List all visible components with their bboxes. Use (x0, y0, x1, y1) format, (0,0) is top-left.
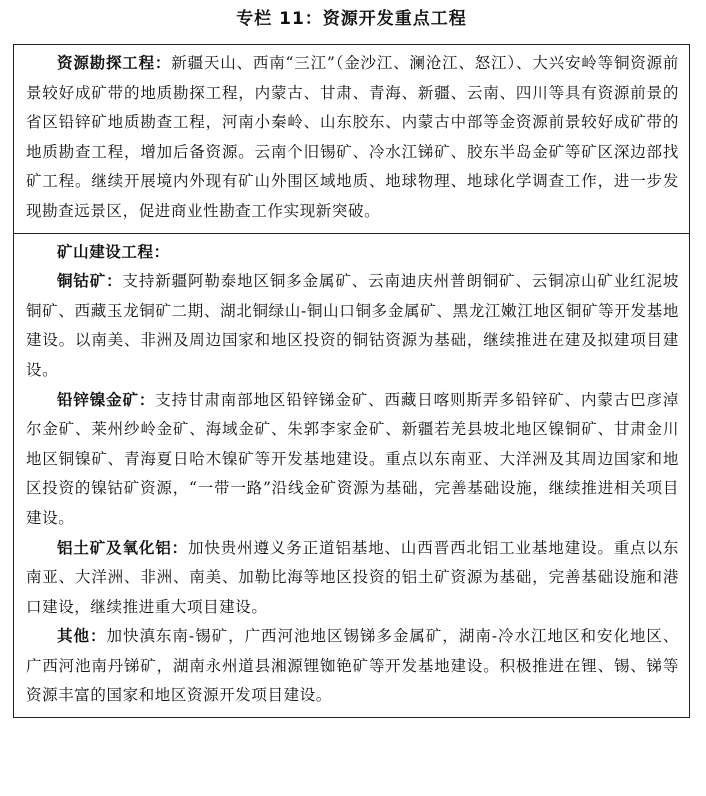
lead-zinc-nickel-gold-text: 支持甘肃南部地区铅锌锑金矿、西藏日喀则斯弄多铅锌矿、内蒙古巴彦淖尔金矿、莱州纱岭金矿、海域金矿、朱郭李家金矿、新疆若羌县坡北地区镍铜矿、甘肃金川地区铜镍矿、青海夏日哈木镍矿等开发基地建设。重点以东南亚、大洋洲及其周边国家和地区投资的镍钴矿资源，“一带一路”沿线金矿资源为基础，完善基础设施，继续推进相关项目建设。 (26, 390, 680, 527)
section-exploration (14, 45, 689, 233)
mining-item-other (26, 622, 679, 711)
mining-item-lead-zinc-nickel-gold (26, 386, 679, 534)
other-lead: 其他： (57, 627, 107, 646)
mining-item-bauxite-alumina (26, 534, 679, 623)
exploration-lead: 资源勘探工程： (57, 54, 172, 72)
section-mining (14, 233, 689, 718)
other-text: 加快滇东南-锡矿，广西河池地区锡锑多金属矿，湖南-冷水江地区和安化地区、广西河池南丹锑矿，湖南永州道县湘源锂铷铯矿等开发基地建设。积极推进在锂、锡、锑等资源丰富的国家和地区资源开发项目建设。 (26, 627, 680, 705)
bauxite-alumina-lead: 铝土矿及氧化铝： (57, 538, 188, 557)
page-title: 专栏 11：资源开发重点工程 (236, 9, 467, 29)
exploration-text: 新疆天山、西南“三江”（金沙江、澜沧江、怒江）、大兴安岭等铜资源前景较好成矿带的地质勘探工程，内蒙古、甘肃、青海、新疆、云南、四川等具有资源前景的省区铅锌矿地质勘查工程，河南小秦岭、山东胶东、内蒙古中部等金资源前景较好成矿带的地质勘查工程，增加后备资源。云南个旧锡矿、冷水江锑矿、胶东半岛金矿等矿区深边部找矿工程。继续开展境内外现有矿山外围区域地质、地球物理、地球化学调查工作，进一步发现勘查远景区，促进商业性勘查工作实现新突破。 (26, 54, 680, 220)
column-box (13, 44, 690, 718)
copper-cobalt-text: 支持新疆阿勒泰地区铜多金属矿、云南迪庆州普朗铜矿、云铜凉山矿业红泥坡铜矿、西藏玉龙铜矿二期、湖北铜绿山-铜山口铜多金属矿、黑龙江嫩江地区铜矿等开发基地建设。以南美、非洲及周边国家和地区投资的铜钴资源为基础，继续推进在建及拟建项目建设。 (26, 272, 680, 379)
bauxite-alumina-text: 加快贵州遵义务正道铝基地、山西晋西北铝工业基地建设。重点以东南亚、大洋洲、非洲、南美、加勒比海等地区投资的铝土矿资源为基础，完善基础设施和港口建设，继续推进重大项目建设。 (26, 538, 679, 616)
exploration-paragraph (26, 49, 679, 227)
mining-heading: 矿山建设工程： (57, 242, 170, 261)
copper-cobalt-lead: 铜钴矿： (57, 272, 123, 291)
mining-item-copper-cobalt (26, 267, 679, 385)
lead-zinc-nickel-gold-lead: 铅锌镍金矿： (57, 390, 156, 409)
